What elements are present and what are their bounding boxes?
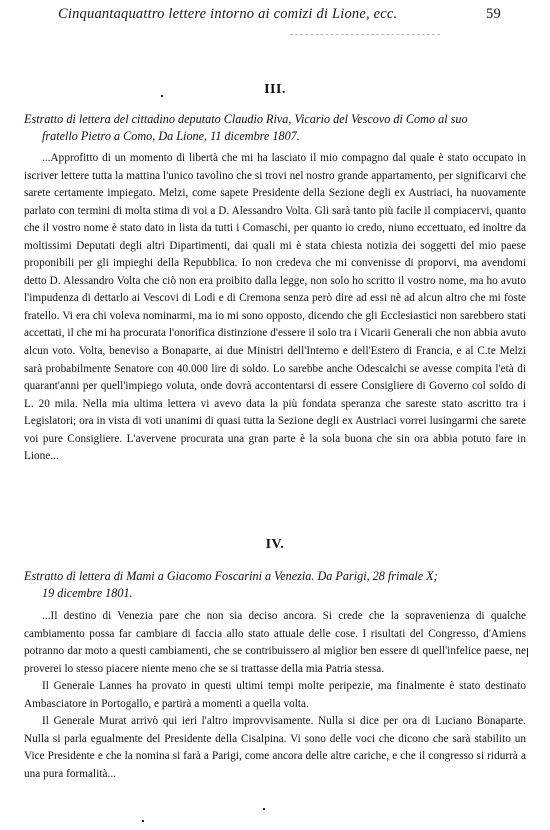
scan-speck — [142, 820, 144, 822]
section-body — [24, 150, 526, 466]
section-body — [24, 608, 526, 783]
section-heading — [24, 568, 524, 602]
paragraph: Il Generale Murat arrivò qui ieri l'altro improvvisamente. Nulla si dice per ora di Luciano Bonaparte. Nulla si parla egualmente del Presidente della Cisalpina. Vi sono delle voci che dicono che sarà stabilito un Vice Presidente e che la nomina si farà a Parigi, come ancora delle altre cariche, e che il congresso si ridurrà a una pura formalità... — [24, 715, 526, 780]
section-number: IV. — [265, 537, 285, 552]
running-title: Cinquantaquattro lettere intorno ai comizi di Lione, ecc. — [58, 6, 398, 22]
paragraph: ...Approfitto di un momento di libertà che mi ha lasciato il mio compagno dal quale è stato occupato in iscriver lettere tutta la mattina l'unico tavolino che si trovi nel nostro grande appartamento, per significarvi che sarete certamente impiegato. Melzi, come sapete Presidente della Sezione degli ex Austriaci, ha nuovamente parlato con termini di molta stima di voi a D. Alessandro Volta. Gli sarà tanto più facile il compiacervi, quanto che il vostro nome è stato dato in lista da tutti i Comaschi, per quanto io credo, niuno eccettuato, ed inoltre da moltissimi Deputati degli altri Dipartimenti, dai quali mi è stata chiesta notizia dei soggetti del mio paese proponibili per gli impieghi della Repubblica. Io non credeva che mi convenisse di proporvi, ma avendomi detto D. Alessandro Volta che ciò non era proibito dalla legge, non solo ho scritto il vostro nome, ma ho avuto l'impudenza di dettarlo ai Vescovi di Lodi e di Cremona senza però dire ad essi nè ad alcun altro che mi foste fratello. Vi era chi voleva nominarmi, ma io mi sono opposto, dicendo che gli Ecclesiastici non sarebbero stati accettati, il che mi ha procurata l'onorifica distinzione d'essere il solo tra i Vicarii Generali che non abbia avuto alcun voto. Volta, beneviso a Bonaparte, ai due Ministri dell'Interno e dell'Estero di Francia, e al C.te Melzi sarà probabilmente Senatore con 40.000 lire di soldo. Lo sarebbe anche Odescalchi se avesse compita l'età di quarant'anni per quell'impiego voluta, onde dovrà accontentarsi di essere Consigliere di Governo col soldo di L. 20 mila. Nella mia ultima lettera vi avevo data la più fondata speranza che sareste stato ascritto tra i Legislatori; ora in vista di voti unanimi di quasi tutta la Sezione degli ex Austriaci vorrei lusingarmi che sarete voi pure Consigliere. L'avervene procurata una gran parte è la sola buona che sin ora abbia potuto fare in Lione... — [24, 152, 526, 463]
header-rule — [290, 34, 440, 35]
scan-speck — [263, 808, 265, 810]
paragraph: ...Il destino di Venezia pare che non sia deciso ancora. Si crede che la sopravenienza di qualche cambiamento possa far cambiare di faccia allo stato attuale delle cose. I risultati del Congresso, d'Amiens potranno dar moto a questi cambiamenti, che se contribuissero al miglior ben essere di quell'infelice paese, ne proverei lo stesso piacere niente meno che se si trattasse della mia Patria stessa. — [24, 610, 526, 675]
paragraph: Il Generale Lannes ha provato in questi ultimi tempi molte peripezie, ma finalmente è stato destinato Ambasciatore in Portogallo, e partirà a momenti a quella volta. — [24, 680, 526, 710]
scan-speck — [161, 95, 163, 97]
section-heading-line: Estratto di lettera di Mami a Giacomo Foscarini a Venezia. Da Parigi, 28 frimale X; — [24, 569, 438, 583]
section-heading-line: fratello Pietro a Como, Da Lione, 11 dicembre 1807. — [42, 129, 300, 143]
section-heading-line: Estratto di lettera del cittadino deputato Claudio Riva, Vicario del Vescovo di Como al suo — [24, 112, 468, 126]
section-number: III. — [264, 82, 286, 97]
section-heading — [24, 111, 524, 145]
section-heading-line: 19 dicembre 1801. — [42, 586, 133, 600]
scan-speck — [527, 648, 528, 657]
page-number: 59 — [486, 6, 501, 22]
